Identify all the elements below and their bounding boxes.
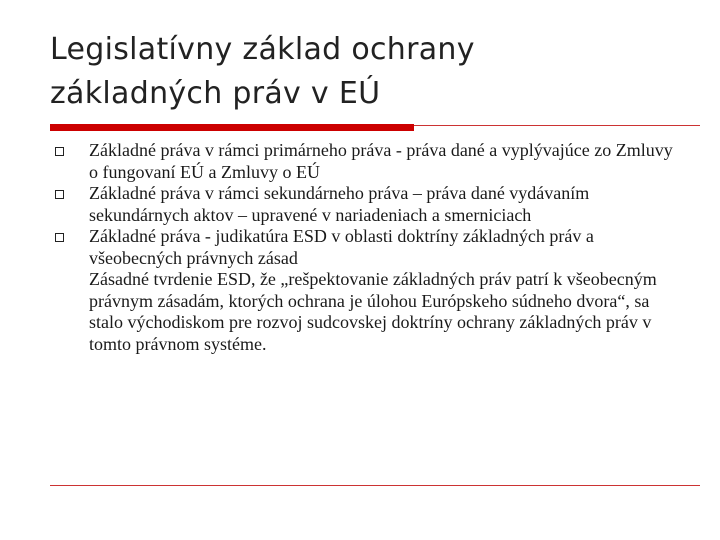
bullet-item: [50, 140, 680, 183]
bullet-text: Základné práva v rámci sekundárneho práva – práva dané vydávaním sekundárnych aktov – upravené v nariadeniach a smerniciach: [89, 183, 590, 225]
footer-divider-line: [50, 485, 700, 486]
bullet-text: Základné práva - judikatúra ESD v oblasti doktríny základných práv a všeobecných právnych zásad: [89, 226, 594, 268]
continuation-text: Zásadné tvrdenie ESD, že „rešpektovanie základných práv patrí k všeobecným právnym zásadám, ktorých ochrana je úlohou Európskeho súdneho dvora“, sa stalo východiskom pre rozvoj sudcovskej doktríny ochrany základných práv v tomto právnom systéme.: [89, 269, 657, 354]
bullet-list: [50, 140, 680, 355]
square-bullet-icon: [55, 190, 64, 199]
bullet-item: [50, 183, 680, 226]
bullet-text: Základné práva v rámci primárneho práva - práva dané a vyplývajúce zo Zmluvy o fungovaní EÚ a Zmluvy o EÚ: [89, 140, 673, 182]
title-accent-bar: [50, 124, 414, 131]
bullet-continuation: [50, 269, 680, 355]
title-line-1: Legislatívny základ ochrany: [50, 32, 475, 67]
square-bullet-icon: [55, 233, 64, 242]
bullet-item: [50, 226, 680, 269]
square-bullet-icon: [55, 147, 64, 156]
slide-title: [50, 28, 690, 116]
title-line-2: základných práv v EÚ: [50, 76, 381, 111]
title-divider-line: [414, 125, 700, 126]
